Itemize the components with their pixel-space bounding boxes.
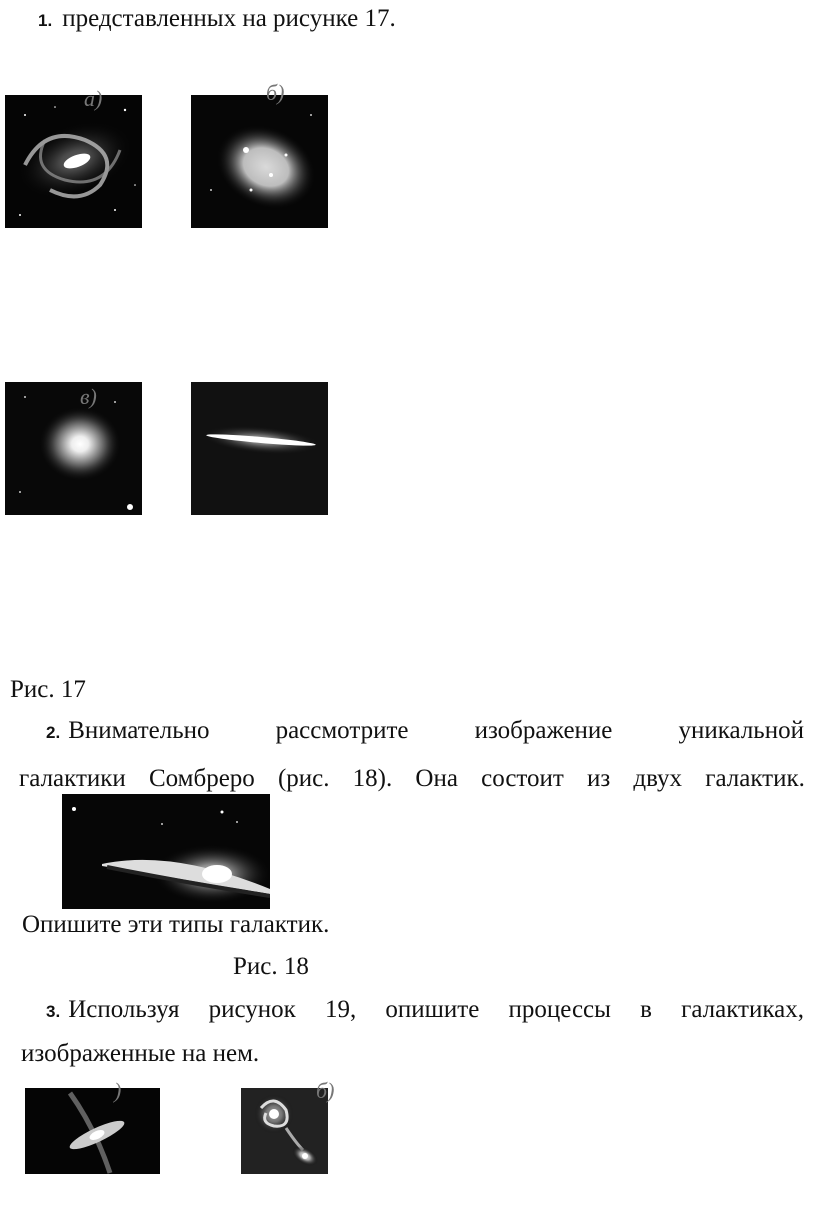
word: Внимательно (68, 717, 210, 744)
task-1-heading (38, 4, 396, 34)
figure-17-caption: Рис. 17 (10, 676, 86, 703)
word: опишите (385, 996, 480, 1023)
task-number: 1. (38, 11, 53, 30)
word: рассмотрите (275, 717, 409, 744)
galaxy-image-elliptical (5, 382, 142, 515)
word: Используя (68, 996, 180, 1023)
word: галактики (19, 765, 126, 792)
word: двух (633, 765, 683, 792)
word: из (586, 765, 611, 792)
word: Сомбреро (148, 765, 255, 792)
word: 18). (352, 765, 393, 792)
task-2-line-2 (19, 764, 805, 794)
word: процессы (508, 996, 611, 1023)
word: изображение (474, 717, 613, 744)
task-2-line-3: Опишите эти типы галактик. (22, 911, 330, 938)
task-3-line-2: изображенные на нем. (21, 1040, 260, 1067)
galaxy-image-irregular (191, 95, 328, 228)
word: рисунок (208, 996, 296, 1023)
task-text: представленных на рисунке 17. (62, 5, 396, 32)
figure-label-a: а) (84, 86, 103, 111)
word: галактиках, (681, 996, 804, 1023)
galaxy-image-polar-ring (25, 1088, 160, 1174)
task-2-line-1 (46, 716, 804, 746)
galaxy-image-edge-on-lenticular (191, 382, 328, 515)
word: 19, (324, 996, 357, 1023)
word: состоит (481, 765, 564, 792)
sombrero-galaxy-image (62, 794, 270, 909)
word: Она (415, 765, 458, 792)
task-number: 3. (46, 1002, 61, 1021)
figure-label-a: ) (114, 1078, 122, 1103)
word: галактик. (705, 765, 805, 792)
word: (рис. (277, 765, 330, 792)
figure-label-b: б) (316, 1078, 335, 1103)
word: в (640, 996, 652, 1023)
task-number: 2. (46, 723, 61, 742)
figure-label-v: в) (80, 384, 97, 409)
figure-18-caption: Рис. 18 (233, 953, 309, 980)
galaxy-image-interacting-spirals (241, 1088, 328, 1174)
word: уникальной (678, 717, 804, 744)
galaxy-image-barred-spiral (5, 95, 142, 228)
figure-label-b: б) (266, 80, 285, 105)
task-3-line-1 (46, 995, 804, 1025)
